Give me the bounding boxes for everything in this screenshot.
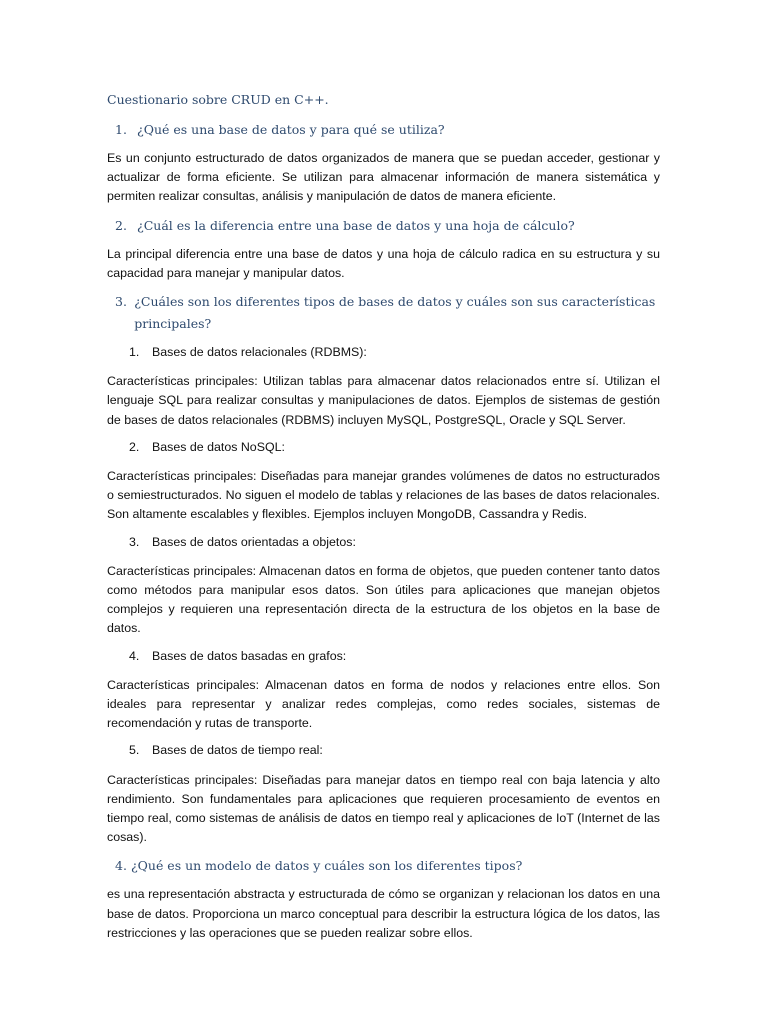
item-label: Bases de datos orientadas a objetos: (152, 534, 356, 549)
item-label: Bases de datos de tiempo real: (152, 743, 323, 758)
item-label: Bases de datos NoSQL: (152, 439, 285, 454)
question-4 (107, 855, 660, 877)
db-type-item (107, 741, 660, 760)
question-number: 3. (115, 294, 127, 310)
question-text: ¿Cuáles son los diferentes tipos de bases de datos y cuáles son sus características principales? (134, 294, 656, 332)
question-text: ¿Cuál es la diferencia entre una base de datos y una hoja de cálculo? (137, 217, 575, 233)
answer-1: Es un conjunto estructurado de datos organizados de manera que se puedan acceder, gestionar y actualizar de forma eficiente. Se utilizan para almacenar información de manera sistemática y permiten realizar consultas, análisis y manipulación de datos de manera eficiente. (107, 151, 660, 204)
question-number: 1. (115, 122, 127, 137)
db-type-item (107, 533, 660, 552)
item-number: 5. (129, 743, 140, 758)
db-type-description: Características principales: Utilizan tablas para almacenar datos relacionados entre sí. Utilizan el lenguaje SQL para realizar consultas y manipulaciones de datos. Ejemplos de sistemas de gestión de bases de datos relacionales (RDBMS) incluyen MySQL, PostgreSQL, Oracle y SQL Server. (107, 374, 660, 427)
db-type-description: Características principales: Almacenan datos en forma de nodos y relaciones entre ellos. Son ideales para representar y analizar redes complejas, como redes sociales, sistemas de recomendación y rutas de transporte. (107, 677, 660, 731)
db-type-item (107, 647, 660, 666)
item-number: 2. (129, 439, 140, 454)
db-type-item (107, 343, 660, 362)
item-label: Bases de datos relacionales (RDBMS): (152, 345, 367, 360)
answer-4: es una representación abstracta y estructurada de cómo se organizan y relacionan los datos en una base de datos. Proporciona un marco conceptual para describir la estructura lógica de los datos, las restricciones y las operaciones que se pueden realizar sobre ellos. (107, 887, 660, 940)
question-3 (107, 291, 660, 335)
question-number: 4. (115, 858, 127, 874)
answer-2: La principal diferencia entre una base de datos y una hoja de cálculo radica en su estructura y su capacidad para manejar y manipular datos. (107, 246, 660, 280)
question-text: ¿Qué es un modelo de datos y cuáles son los diferentes tipos? (130, 858, 523, 874)
db-type-description: Características principales: Diseñadas para manejar datos en tiempo real con baja latencia y alto rendimiento. Son fundamentales para aplicaciones que requieren procesamiento de eventos en tiempo real, como sistemas de análisis de datos en tiempo real y aplicaciones de IoT (Internet de las cosas). (107, 772, 660, 845)
document-body (107, 89, 660, 951)
item-label: Bases de datos basadas en grafos: (152, 648, 347, 663)
item-number: 3. (129, 534, 140, 549)
question-number: 2. (115, 217, 127, 233)
item-number: 1. (129, 345, 140, 360)
question-2 (107, 215, 660, 237)
question-1 (107, 119, 660, 141)
question-text: ¿Qué es una base de datos y para qué se utiliza? (137, 122, 445, 137)
db-type-item (107, 438, 660, 457)
document-title: Cuestionario sobre CRUD en C++. (107, 92, 329, 107)
db-type-description: Características principales: Diseñadas para manejar grandes volúmenes de datos no estructurados o semiestructurados. No siguen el modelo de tablas y relaciones de las bases de datos relacionales. Son altamente escalables y flexibles. Ejemplos incluyen MongoDB, Cassandra y Redis. (107, 469, 660, 522)
db-type-description: Características principales: Almacenan datos en forma de objetos, que pueden contener tanto datos como métodos para manipular esos datos. Son útiles para aplicaciones que manejan objetos complejos y requieren una representación directa de la estructura de los objetos en la base de datos. (107, 563, 660, 636)
item-number: 4. (129, 648, 140, 663)
